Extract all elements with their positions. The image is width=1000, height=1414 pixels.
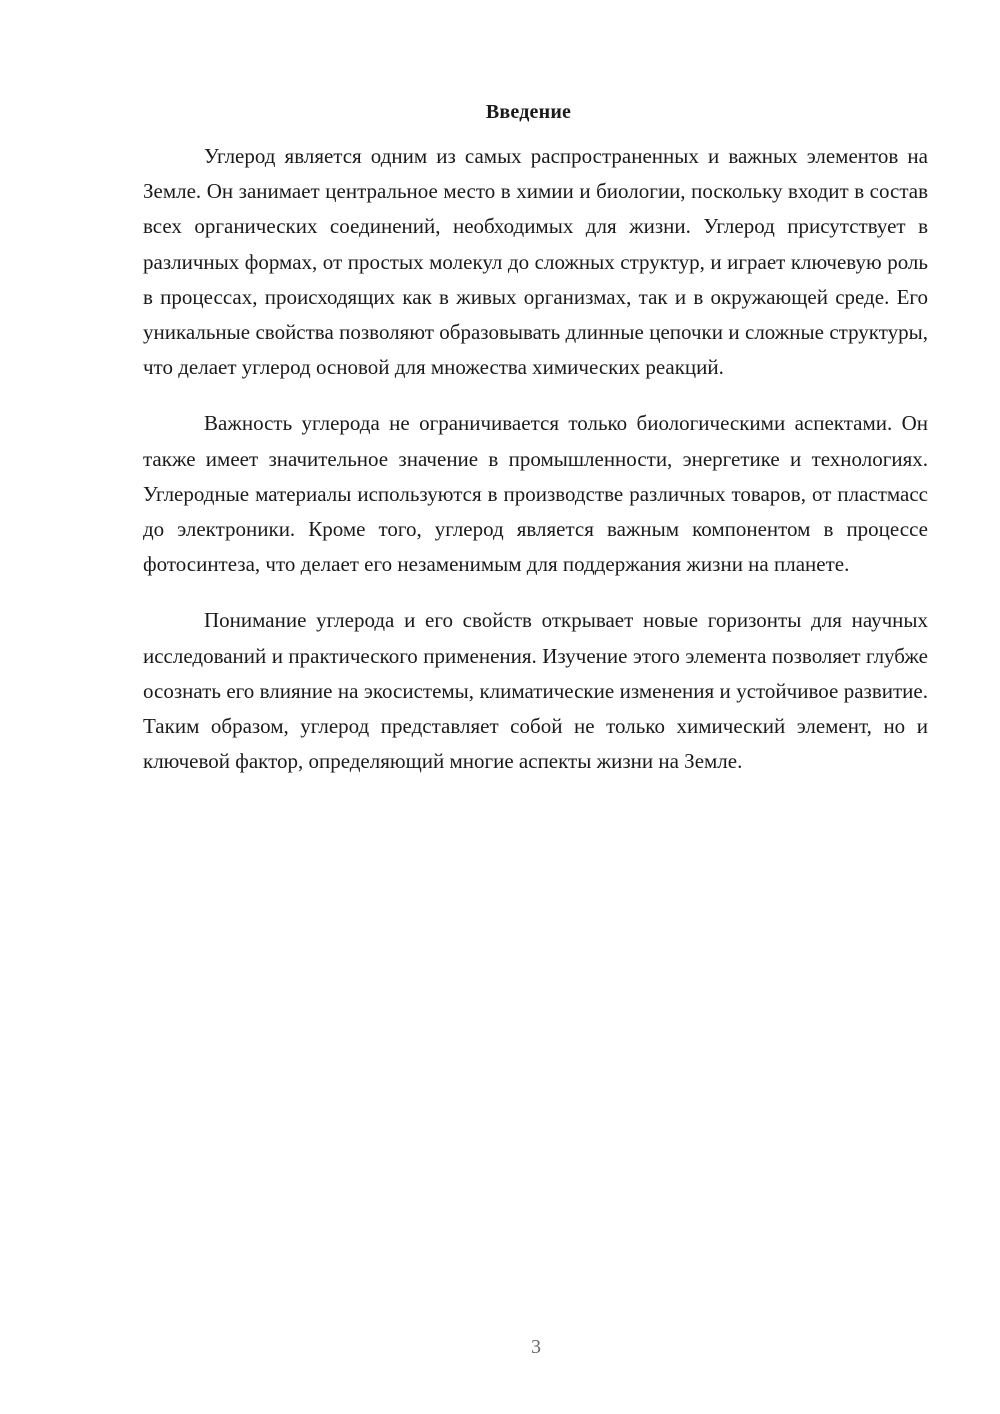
paragraph-intro: Углерод является одним из самых распространенных и важных элементов на Земле. Он занимает центральное место в химии и биологии, поскольку входит в состав всех органических соединений, необходимых для жизни. Углерод присутствует в различных формах, от простых молекул до сложных структур, и играет ключевую роль в процессах, происходящих как в живых организмах, так и в окружающей среде. Его уникальные свойства позволяют образовывать длинные цепочки и сложные структуры, что делает углерод основой для множества химических реакций.	[143, 144, 928, 380]
page-content	[143, 95, 928, 800]
paragraph-importance: Важность углерода не ограничивается только биологическими аспектами. Он также имеет значительное значение в промышленности, энергетике и технологиях. Углеродные материалы используются в производстве различных товаров, от пластмасс до электроники. Кроме того, углерод является важным компонентом в процессе фотосинтеза, что делает его незаменимым для поддержания жизни на планете.	[143, 411, 928, 577]
page-number: 3	[531, 1336, 541, 1358]
paragraph-understanding: Понимание углерода и его свойств открывает новые горизонты для научных исследований и практического применения. Изучение этого элемента позволяет глубже осознать его влияние на экосистемы, климатические изменения и устойчивое развитие. Таким образом, углерод представляет собой не только химический элемент, но и ключевой фактор, определяющий многие аспекты жизни на Земле.	[143, 608, 928, 774]
section-title: Введение	[485, 101, 572, 123]
